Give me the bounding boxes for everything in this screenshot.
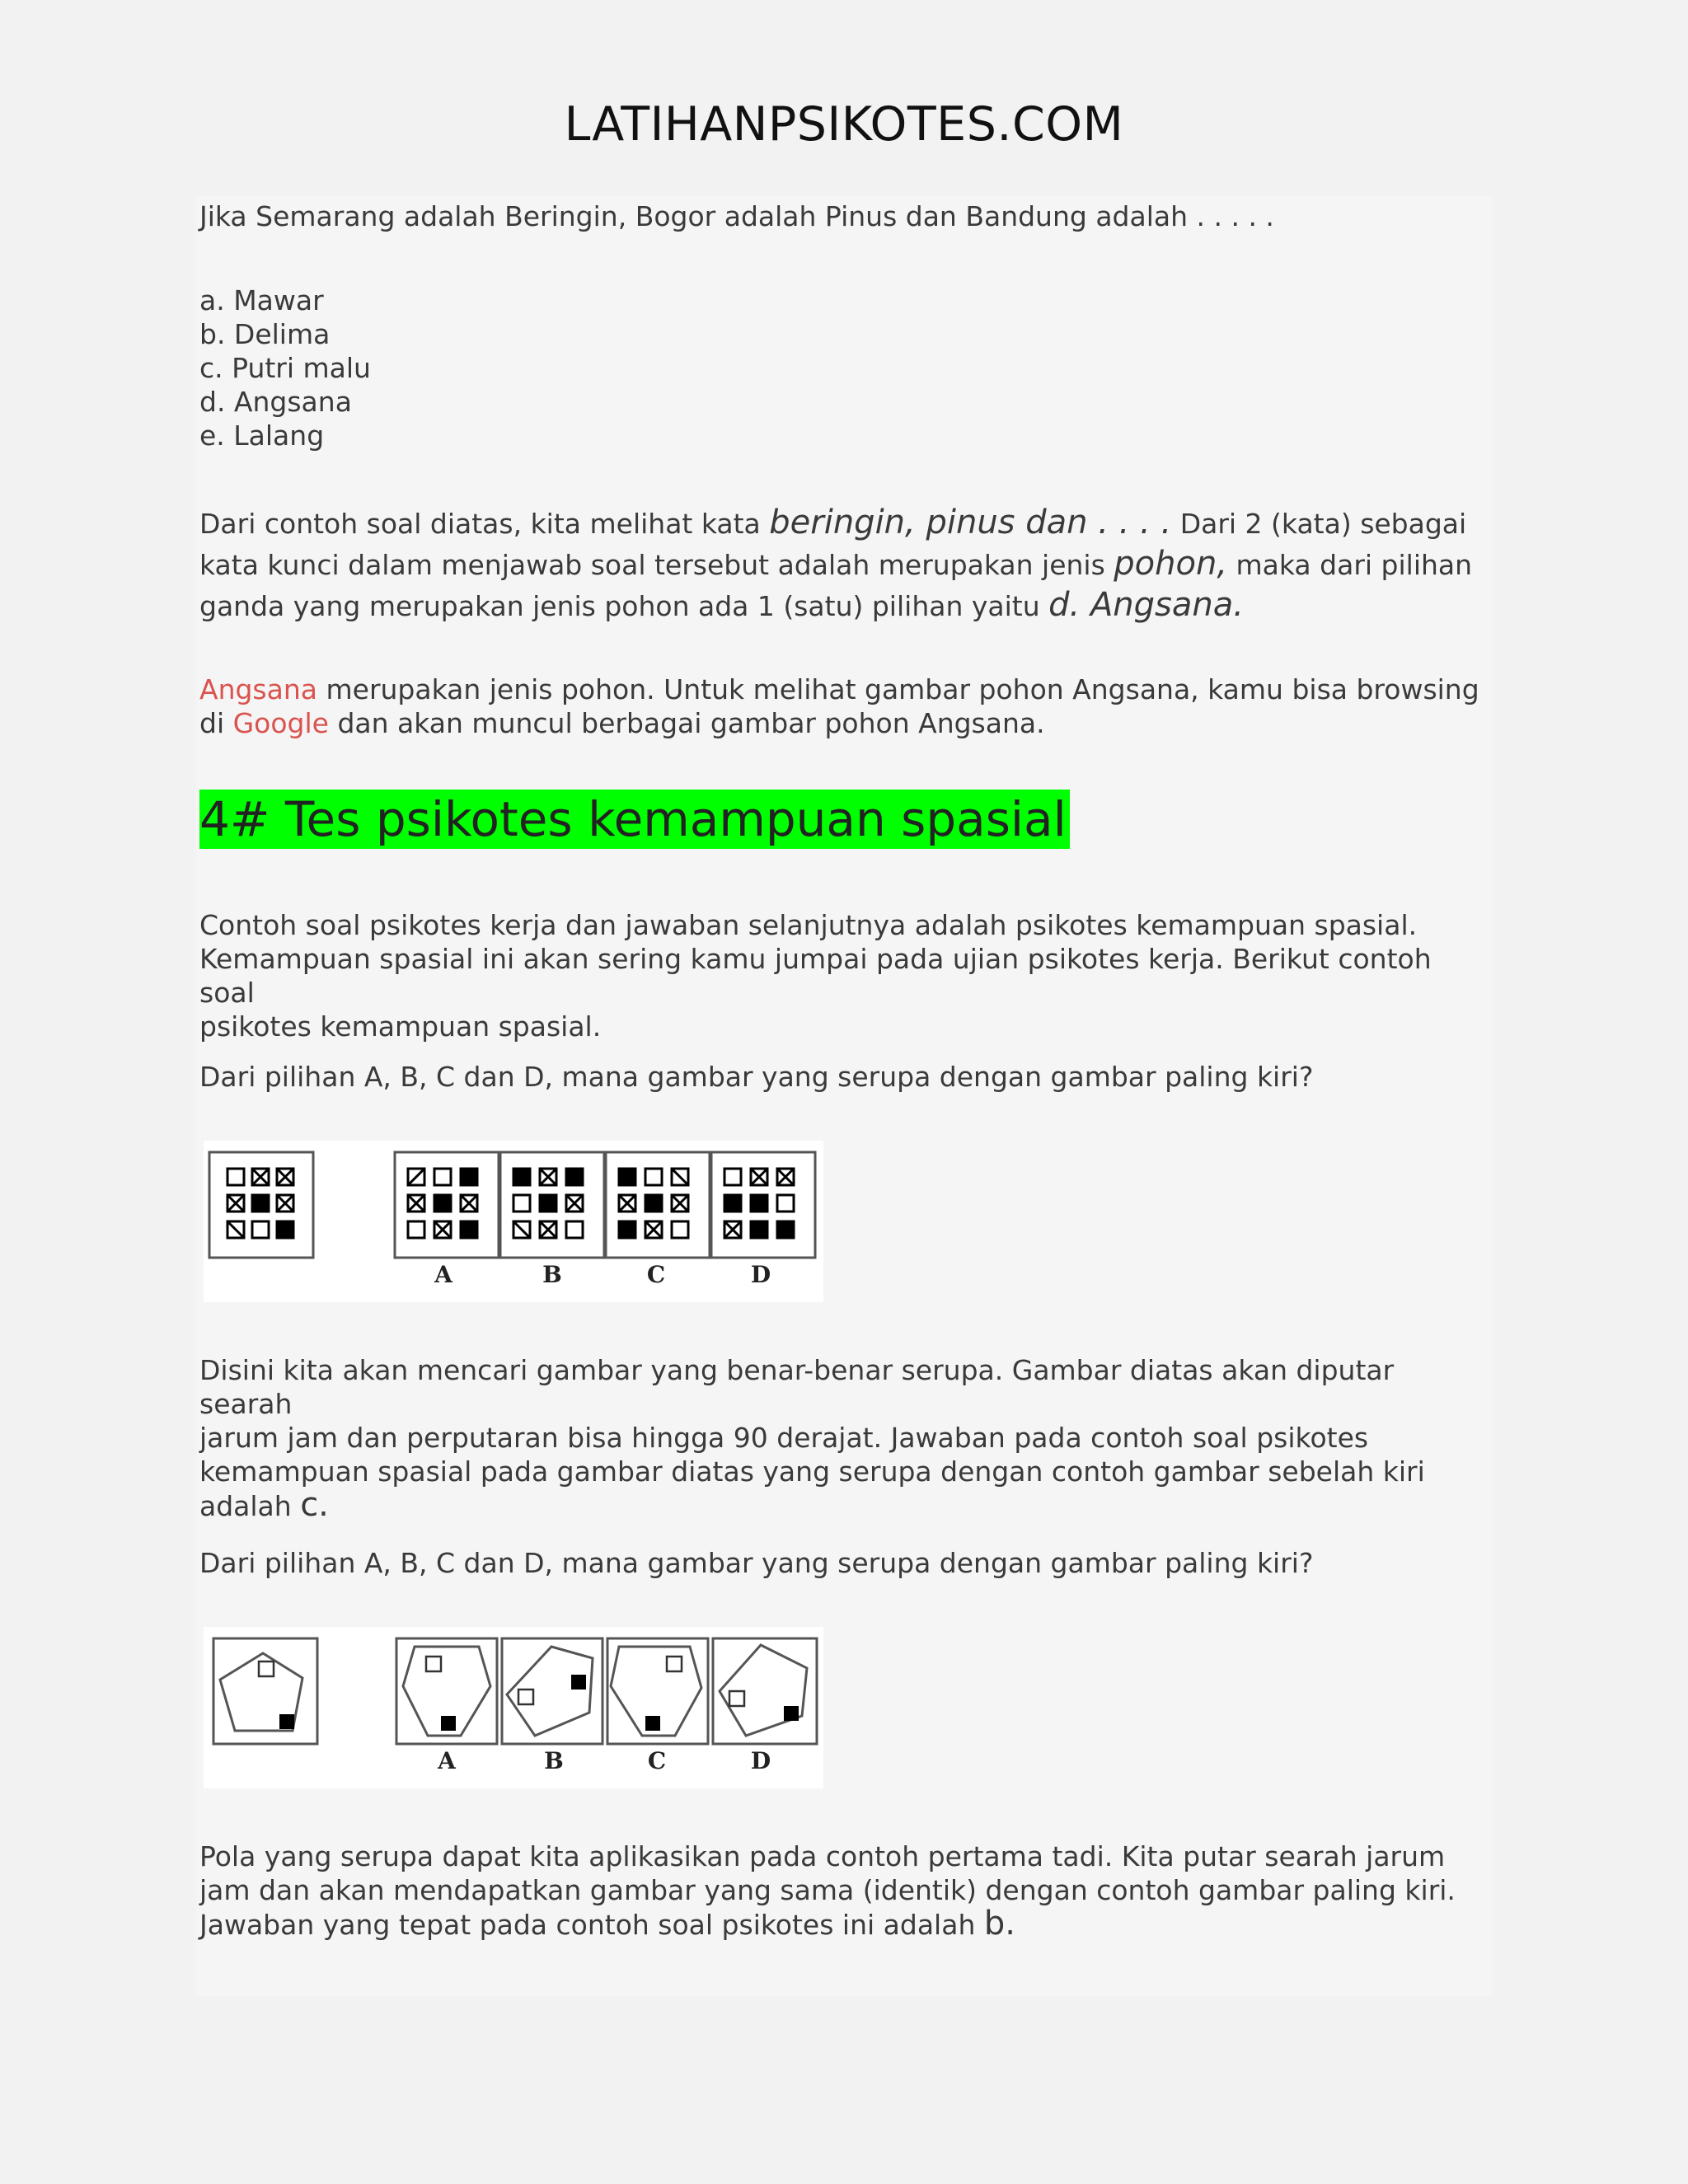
answer-angsana: d. Angsana. — [1048, 586, 1244, 624]
question-prompt-1: Dari pilihan A, B, C dan D, mana gambar yang serupa dengan gambar paling kiri? — [199, 1061, 1314, 1093]
fig1-label-c: C — [646, 1261, 666, 1288]
answer-letter-b: b. — [983, 1905, 1015, 1943]
answer-paragraph-2: Pola yang serupa dapat kita aplikasikan pada contoh pertama tadi. Kita putar searah jarum jam dan akan mendapatkan gambar yang sama (identik) dengan contoh gambar paling kiri. Jawaban yang tepat pada contoh soal psikotes ini adalah b. — [199, 1840, 1456, 1943]
site-title: LATIHANPSIKOTES.COM — [564, 97, 1124, 152]
section-heading: 4# Tes psikotes kemampuan spasial — [199, 790, 1070, 849]
keyword-emphasis: beringin, pinus dan . . . . — [769, 504, 1172, 541]
option-d-pentagon — [713, 1638, 817, 1744]
option-a-pentagon — [396, 1638, 497, 1744]
reference-grid — [209, 1152, 313, 1258]
option-d: d. Angsana — [199, 386, 352, 418]
answer-letter-c: c. — [300, 1486, 329, 1524]
option-b: b. Delima — [199, 318, 331, 350]
angsana-link[interactable]: Angsana — [199, 673, 317, 705]
question-prompt-2: Dari pilihan A, B, C dan D, mana gambar yang serupa dengan gambar paling kiri? — [199, 1547, 1314, 1579]
option-d-grid — [711, 1152, 815, 1258]
fig1-label-d: D — [750, 1261, 771, 1288]
option-list — [199, 284, 1493, 452]
answer-paragraph-1: Disini kita akan mencari gambar yang benar-benar serupa. Gambar diatas akan diputar searah jarum jam dan perputaran bisa hingga 90 derajat. Jawaban pada contoh soal psikotes kemampuan spasial pada gambar diatas yang serupa dengan contoh gambar sebelah kiri adalah c. — [199, 1354, 1425, 1524]
option-b-grid — [500, 1152, 604, 1258]
option-c-grid — [606, 1152, 710, 1258]
option-c: c. Putri malu — [199, 352, 371, 384]
fig2-label-b: B — [544, 1747, 564, 1774]
fig1-label-a: A — [434, 1261, 452, 1288]
keyword-pohon: pohon, — [1114, 545, 1228, 583]
grid-figure-svg — [204, 1141, 823, 1302]
fig2-label-a: A — [438, 1747, 456, 1774]
question-text: Jika Semarang adalah Beringin, Bogor adalah Pinus dan Bandung adalah . . . . . — [199, 200, 1274, 232]
angsana-paragraph: Angsana merupakan jenis pohon. Untuk melihat gambar pohon Angsana, kamu bisa browsing di Google dan akan muncul berbagai gambar pohon Angsana. — [199, 673, 1479, 739]
option-a: a. Mawar — [199, 284, 324, 316]
fig2-label-c: C — [647, 1747, 667, 1774]
option-b-pentagon — [502, 1638, 603, 1744]
option-c-pentagon — [607, 1638, 708, 1744]
fig2-label-d: D — [750, 1747, 771, 1774]
pentagon-figure — [204, 1627, 823, 1788]
intro-paragraph: Contoh soal psikotes kerja dan jawaban selanjutnya adalah psikotes kemampuan spasial. Kemampuan spasial ini akan sering kamu jumpai pada ujian psikotes kerja. Berikut contoh soal psikotes kemampuan spasial. — [199, 909, 1432, 1043]
fig1-label-b: B — [542, 1261, 562, 1288]
google-link[interactable]: Google — [232, 707, 329, 739]
option-a-grid — [395, 1152, 499, 1258]
pentagon-figure-svg — [204, 1627, 823, 1788]
grid-figure — [204, 1141, 823, 1302]
option-e: e. Lalang — [199, 419, 325, 452]
explanation-paragraph: Dari contoh soal diatas, kita melihat kata beringin, pinus dan . . . . Dari 2 (kata) sebagai kata kunci dalam menjawab soal tersebut adalah merupakan jenis pohon, maka dari pilihan ganda yang merupakan jenis pohon ada 1 (satu) pilihan yaitu d. Angsana. — [199, 504, 1473, 624]
reference-pentagon — [213, 1638, 317, 1744]
